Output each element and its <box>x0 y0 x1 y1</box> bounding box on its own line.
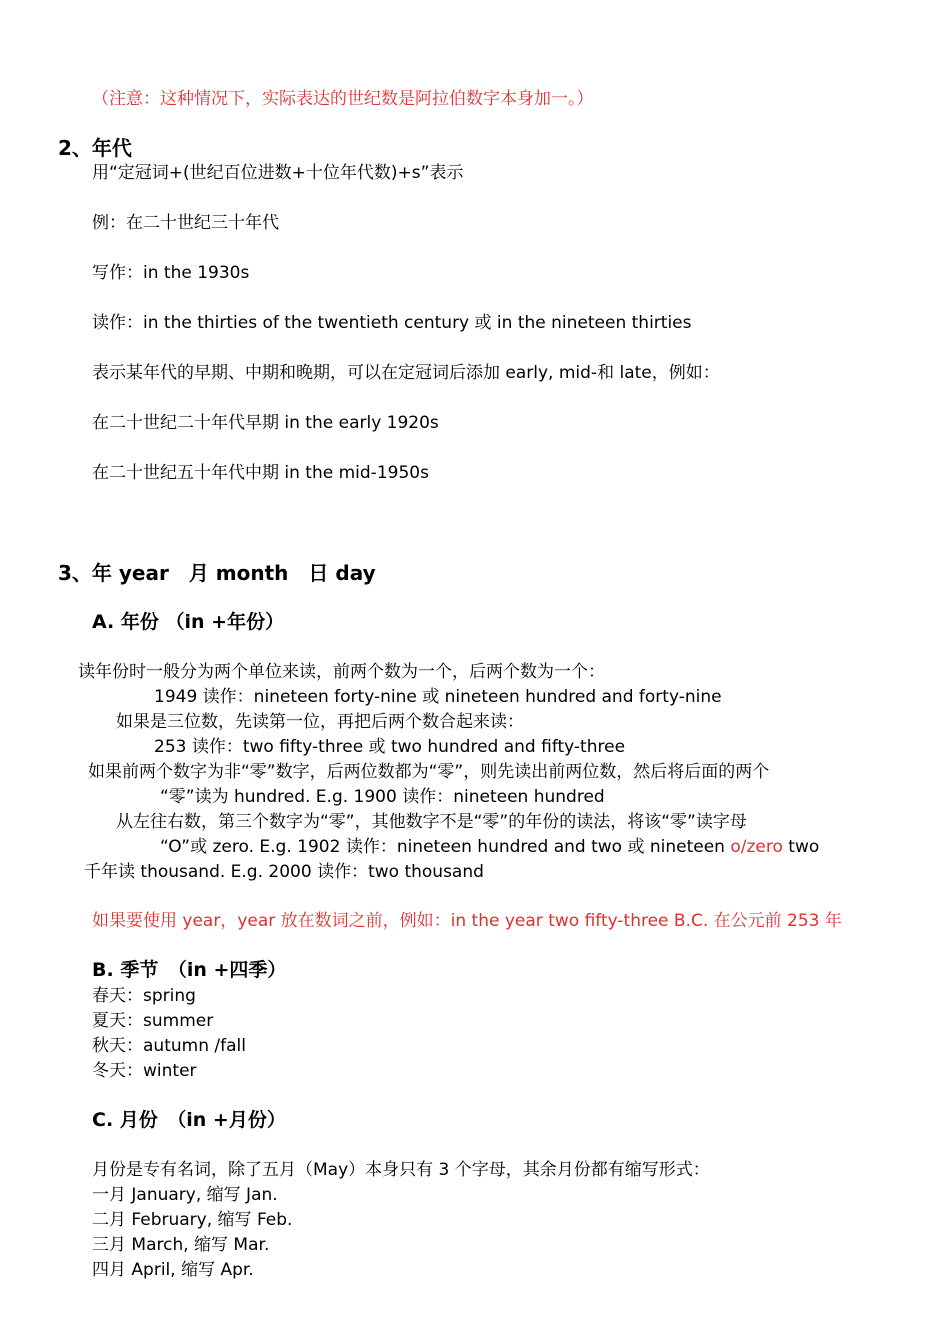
third-zero-example <box>160 836 819 858</box>
year-1949-example: 1949 读作：nineteen forty-nine 或 nineteen hundred and forty-nine <box>154 687 722 707</box>
season-winter: 冬天：winter <box>92 1061 197 1081</box>
example-early: 在二十世纪二十年代早期 in the early 1920s <box>92 413 439 433</box>
hundred-rule: 如果前两个数字为非“零”数字，后两位数都为“零”，则先读出前两位数，然后将后面的两个 <box>88 762 770 782</box>
century-note: （注意：这种情况下，实际表达的世纪数是阿拉伯数字本身加一。） <box>92 89 594 109</box>
year-253-example: 253 读作：two fifty-three 或 two hundred and fifty-three <box>154 737 626 757</box>
o-zero-highlight: o/zero <box>730 837 783 857</box>
third-zero-example-text: “O”或 zero. E.g. 1902 读作：nineteen hundred and two 或 nineteen <box>160 837 731 857</box>
decade-read: 读作：in the thirties of the twentieth century 或 in the nineteen thirties <box>92 313 692 333</box>
month-april: 四月 April, 缩写 Apr. <box>92 1260 254 1280</box>
thousand-rule: 千年读 thousand. E.g. 2000 读作：two thousand <box>84 862 484 882</box>
third-zero-rule: 从左往右数，第三个数字为“零”，其他数字不是“零”的年份的读法，将该“零”读字母 <box>116 812 747 832</box>
decade-example: 例：在二十世纪三十年代 <box>92 213 279 233</box>
year-reading-rule: 读年份时一般分为两个单位来读，前两个数为一个，后两个数为一个： <box>78 662 605 682</box>
month-intro: 月份是专有名词，除了五月（May）本身只有 3 个字母，其余月份都有缩写形式： <box>92 1160 710 1180</box>
section-a-heading: A. 年份 （in +年份） <box>92 611 285 633</box>
month-january: 一月 January, 缩写 Jan. <box>92 1185 278 1205</box>
season-autumn: 秋天：autumn /fall <box>92 1036 246 1056</box>
three-digit-rule: 如果是三位数，先读第一位，再把后两个数合起来读： <box>116 712 524 732</box>
example-mid: 在二十世纪五十年代中期 in the mid-1950s <box>92 463 429 483</box>
hundred-example: “零”读为 hundred. E.g. 1900 读作：nineteen hundred <box>160 787 605 807</box>
month-february: 二月 February, 缩写 Feb. <box>92 1210 293 1230</box>
section-2-heading: 2、年代 <box>58 136 132 160</box>
year-usage-note: 如果要使用 year，year 放在数词之前，例如：in the year two fifty-three B.C. 在公元前 253 年 <box>92 911 842 931</box>
section-3-heading: 3、年 year 月 month 日 day <box>58 561 376 585</box>
season-summer: 夏天：summer <box>92 1011 214 1031</box>
early-mid-late-rule: 表示某年代的早期、中期和晚期，可以在定冠词后添加 early, mid-和 late，例如： <box>92 363 720 383</box>
section-b-heading: B. 季节 （in +四季） <box>92 959 287 981</box>
decade-write: 写作：in the 1930s <box>92 263 250 283</box>
third-zero-example-end: two <box>782 837 820 857</box>
section-c-heading: C. 月份 （in +月份） <box>92 1109 286 1131</box>
decade-rule: 用“定冠词+(世纪百位进数+十位年代数)+s”表示 <box>92 163 464 183</box>
season-spring: 春天：spring <box>92 986 196 1006</box>
month-march: 三月 March, 缩写 Mar. <box>92 1235 270 1255</box>
